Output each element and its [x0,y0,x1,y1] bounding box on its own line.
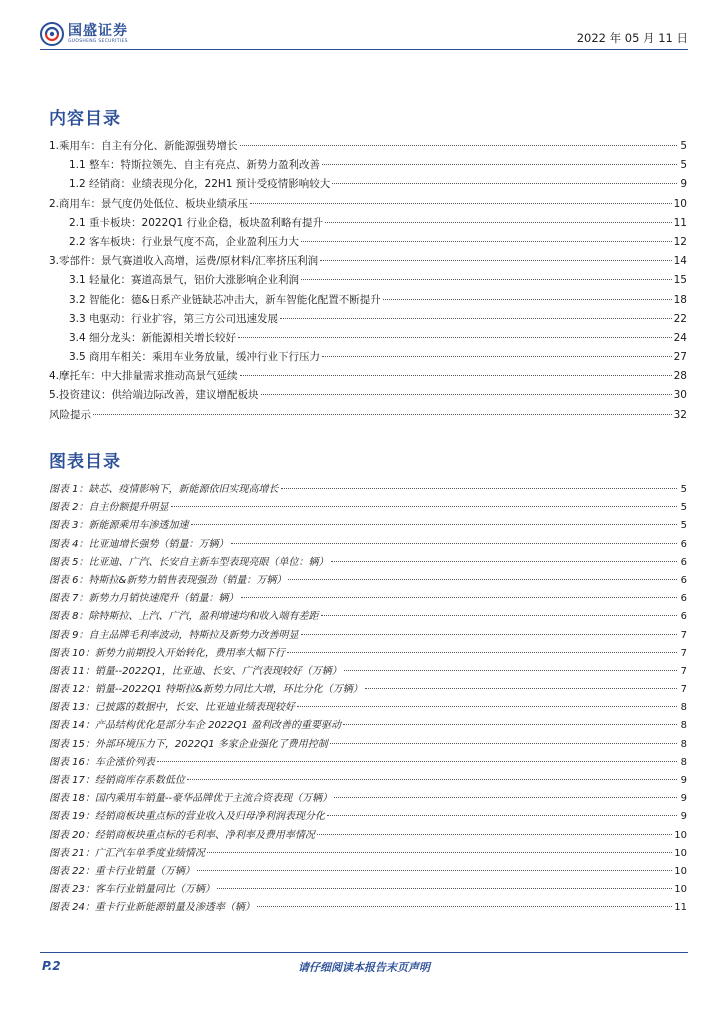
figure-entry-page: 6 [680,593,687,605]
figure-entry[interactable] [49,880,687,898]
toc-entry-title: 2.1 重卡板块：2022Q1 行业企稳，板块盈利略有提升 [69,216,324,229]
figure-entry-title: 图表 7：新势力月销快速爬升（销量：辆） [49,593,239,605]
dot-leader [197,870,672,871]
toc-entry-page: 14 [673,255,687,268]
dot-leader [241,597,677,598]
toc-entry-page: 24 [673,331,687,344]
figure-entry[interactable] [49,607,687,625]
dot-leader [317,834,672,835]
toc-entry-title: 3.4 细分龙头：新能源相关增长较好 [69,331,237,344]
figure-entry[interactable] [49,589,687,607]
dot-leader [257,906,672,907]
figure-entry[interactable] [49,553,687,571]
figure-entry-page: 8 [680,738,687,750]
figure-entry[interactable] [49,698,687,716]
toc-entry-page: 5 [680,140,687,152]
figure-entry-title: 图表 14：产品结构优化是部分车企 2022Q1 盈利改善的重要驱动 [49,720,341,732]
dot-leader [231,543,677,544]
toc-entry[interactable] [49,196,687,215]
toc-entry-page: 10 [673,197,687,210]
report-date: 2022 年 05 月 11 日 [576,31,688,45]
logo-name-en: GUOSHENG SECURITIES [68,38,128,44]
figure-entry-title: 图表 11：销量--2022Q1，比亚迪、长安、广汽表现较好（万辆） [49,665,342,677]
page-footer [40,952,688,982]
toc-entry[interactable] [49,157,687,176]
figure-entry[interactable] [49,735,687,753]
dot-leader [301,634,677,635]
figure-entry-page: 10 [674,865,687,877]
figure-entry[interactable] [49,898,687,916]
figure-entry-page: 10 [674,847,687,859]
toc-entry-page: 5 [680,159,687,172]
figure-entry[interactable] [49,753,687,771]
figure-entry-page: 10 [674,829,687,841]
dot-leader [217,888,672,889]
dot-leader [325,222,672,223]
dot-leader [157,761,677,762]
toc-entry-title: 3.3 电驱动：行业扩容，第三方公司迅速发展 [69,312,279,325]
toc-entry-title: 3.1 轻量化：赛道高景气，铝价大涨影响企业利润 [69,274,300,287]
page-header [40,20,688,50]
toc-entry[interactable] [49,368,687,387]
figure-entry-page: 5 [680,484,687,495]
toc-entry-title: 风险提示 [49,408,91,421]
toc-entry[interactable] [49,387,687,406]
dot-leader [301,279,672,280]
figure-entry-title: 图表 2：自主份额提升明显 [49,502,169,514]
figure-entry-title: 图表 6：特斯拉&新势力销售表现强劲（销量：万辆） [49,574,287,586]
dot-leader [240,145,677,146]
figure-entry[interactable] [49,680,687,698]
toc-entry-page: 27 [673,351,687,364]
figure-entry-title: 图表 21：广汇汽车单季度业绩情况 [49,847,205,859]
toc-entry[interactable] [49,234,687,253]
figure-entry[interactable] [49,626,687,644]
dot-leader [187,779,677,780]
figure-entry-title: 图表 18：国内乘用车销量--豪华品牌优于主流合资表现（万辆） [49,793,333,805]
figure-entry-title: 图表 16：车企涨价列表 [49,756,155,768]
dot-leader [320,260,672,261]
toc-entry-title: 3.零部件：景气赛道收入高增，运费/原材料/汇率挤压利润 [49,255,319,268]
figure-entry-page: 8 [680,702,687,714]
dot-leader [327,815,677,816]
figure-entry-title: 图表 12：销量--2022Q1 特斯拉&新势力同比大增，环比分化（万辆） [49,684,363,696]
dot-leader [281,488,677,489]
toc-entry-title: 3.5 商用车相关：乘用车业务放量，缓冲行业下行压力 [69,351,321,364]
disclaimer-note: 请仔细阅读本报告末页声明 [298,961,430,974]
figure-entry-page: 6 [680,556,687,568]
dot-leader [331,561,677,562]
toc-entry-title: 1.乘用车：自主有分化、新能源强势增长 [49,140,238,152]
toc-entry[interactable] [49,349,687,368]
toc-entry-page: 32 [673,408,687,421]
figure-entry-title: 图表 1：缺芯、疫情影响下，新能源依旧实现高增长 [49,484,279,495]
figure-entry[interactable] [49,771,687,789]
toc-entry-page: 12 [673,235,687,248]
toc-entry-title: 3.2 智能化：德&日系产业链缺芯冲击大，新车智能化配置不断提升 [69,293,381,306]
figure-entry-title: 图表 3：新能源乘用车渗透加速 [49,520,189,532]
dot-leader [191,524,677,525]
toc-entry[interactable] [49,330,687,349]
figure-entry[interactable] [49,662,687,680]
dot-leader [288,579,677,580]
dot-leader [261,394,672,395]
toc-entry[interactable] [49,292,687,311]
figure-entry[interactable] [49,571,687,589]
toc-entry-title: 5.投资建议：供给端边际改善，建议增配板块 [49,389,259,402]
figure-entry-title: 图表 20：经销商板块重点标的毛利率、净利率及费用率情况 [49,829,315,841]
figure-entry[interactable] [49,862,687,880]
figure-entry-page: 6 [680,611,687,623]
figure-entry[interactable] [49,844,687,862]
toc-entry-title: 4.摩托车：中大排量需求推动高景气延续 [49,370,238,383]
dot-leader [365,688,677,689]
figure-entry[interactable] [49,498,687,516]
figure-entry-page: 9 [680,793,687,805]
dot-leader [207,852,672,853]
dot-leader [322,164,677,165]
toc-entry-title: 2.2 客车板块：行业景气度不高，企业盈利压力大 [69,235,300,248]
toc-entry[interactable] [49,138,687,157]
figure-entry[interactable] [49,516,687,534]
dot-leader [280,318,672,319]
figure-entry-title: 图表 15：外部环境压力下，2022Q1 多家企业强化了费用控制 [49,738,328,750]
figure-entry-title: 图表 23：客车行业销量同比（万辆） [49,884,215,896]
dot-leader [330,743,677,744]
toc-entry[interactable] [49,253,687,272]
toc-entry-page: 18 [673,293,687,306]
toc-entry-title: 1.2 经销商：业绩表现分化，22H1 预计受疫情影响较大 [69,178,331,191]
figure-entry-page: 5 [680,520,687,532]
toc-list [49,138,687,426]
figure-entry-page: 11 [674,902,687,914]
figure-entry-page: 6 [680,574,687,586]
figure-entry-page: 7 [680,647,687,659]
dot-leader [343,724,677,725]
figure-entry-page: 10 [674,884,687,896]
figure-entry-page: 7 [680,684,687,696]
dot-leader [322,356,672,357]
dot-leader [93,414,672,415]
figure-entry-title: 图表 10：新势力前期投入开始转化，费用率大幅下行 [49,647,285,659]
figure-entry-title: 图表 24：重卡行业新能源销量及渗透率（辆） [49,902,255,914]
figure-list-title: 图表目录 [49,452,121,472]
toc-entry[interactable] [49,272,687,291]
dot-leader [238,337,672,338]
toc-entry[interactable] [49,215,687,234]
figure-entry[interactable] [49,644,687,662]
toc-entry-page: 15 [673,274,687,287]
dot-leader [250,203,672,204]
figure-entry-title: 图表 22：重卡行业销量（万辆） [49,865,195,877]
toc-entry-title: 2.商用车：景气度仍处低位、板块业绩承压 [49,197,249,210]
dot-leader [332,183,677,184]
figure-entry-title: 图表 5：比亚迪、广汽、长安自主新车型表现亮眼（单位：辆） [49,556,329,568]
figure-entry[interactable] [49,826,687,844]
toc-entry-page: 28 [673,370,687,383]
figure-entry-page: 9 [680,811,687,823]
toc-entry-title: 1.1 整车：特斯拉领先、自主有亮点、新势力盈利改善 [69,159,321,172]
figure-entry[interactable] [49,535,687,553]
dot-leader [171,506,677,507]
logo [40,20,128,48]
dot-leader [301,241,672,242]
toc-entry[interactable] [49,176,687,195]
figure-entry-page: 7 [680,665,687,677]
dot-leader [334,797,677,798]
figure-entry[interactable] [49,716,687,734]
toc-entry-page: 22 [673,312,687,325]
toc-title: 内容目录 [49,109,121,129]
guosheng-logo-icon [40,22,64,46]
figure-entry-page: 5 [680,502,687,514]
figure-entry-page: 9 [680,775,687,786]
toc-entry-page: 11 [673,216,687,229]
dot-leader [287,652,677,653]
dot-leader [297,706,677,707]
figure-entry-page: 8 [680,720,687,732]
figure-entry-title: 图表 8：除特斯拉、上汽、广汽，盈利增速均和收入端有差距 [49,611,319,623]
toc-entry[interactable] [49,407,687,426]
dot-leader [344,670,677,671]
toc-entry-page: 30 [673,389,687,402]
toc-entry-page: 9 [680,178,687,191]
figure-entry-title: 图表 9：自主品牌毛利率波动，特斯拉及新势力改善明显 [49,629,299,641]
figure-entry-title: 图表 13：已披露的数据中，长安、比亚迪业绩表现较好 [49,702,295,714]
figure-entry[interactable] [49,480,687,498]
figure-entry-page: 8 [680,756,687,768]
figure-entry[interactable] [49,807,687,825]
figure-entry-title: 图表 17：经销商库存系数低位 [49,775,185,786]
figure-entry[interactable] [49,789,687,807]
dot-leader [240,375,672,376]
page-number: P.2 [42,959,61,973]
figure-entry-page: 7 [680,629,687,641]
dot-leader [321,615,677,616]
logo-name-cn: 国盛证券 [68,22,128,39]
figure-list [49,480,687,917]
dot-leader [383,299,672,300]
figure-entry-title: 图表 4：比亚迪增长强势（销量：万辆） [49,538,229,550]
toc-entry[interactable] [49,311,687,330]
figure-entry-page: 6 [680,538,687,550]
figure-entry-title: 图表 19：经销商板块重点标的营业收入及归母净利润表现分化 [49,811,325,823]
